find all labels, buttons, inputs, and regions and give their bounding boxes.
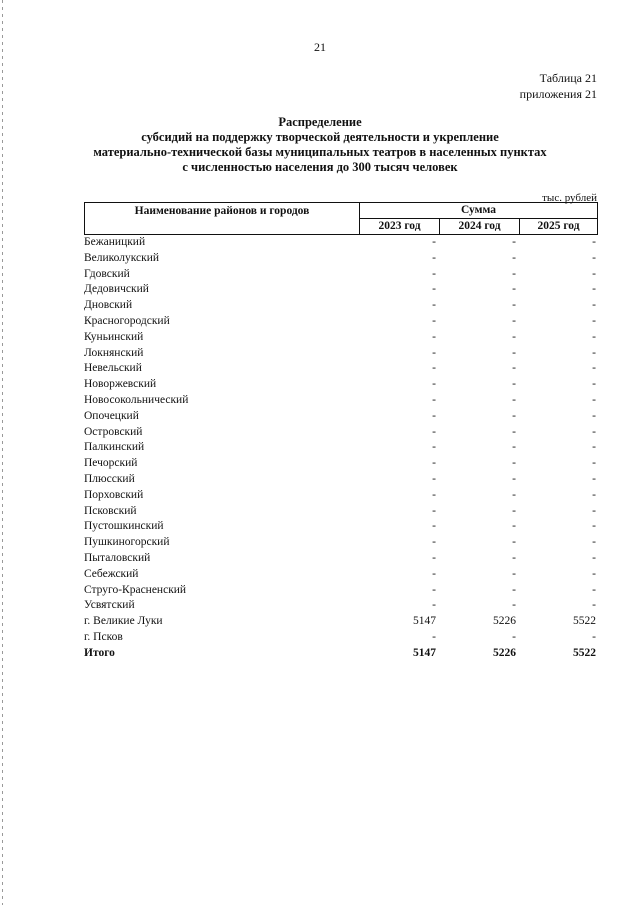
value-cell-2024: - (512, 551, 516, 564)
table-row (84, 282, 598, 298)
value-cell-2025: - (592, 378, 596, 391)
district-name: Новоржевский (84, 378, 157, 391)
district-name: Печорский (84, 457, 138, 470)
value-cell-2024: - (512, 630, 516, 643)
table-row (84, 519, 598, 535)
district-name: Островский (84, 425, 143, 438)
value-cell-2024: - (512, 409, 516, 422)
value-cell-2025: - (592, 362, 596, 375)
value-cell-2025: - (592, 393, 596, 406)
units-label: тыс. рублей (542, 192, 597, 204)
total-row (84, 646, 598, 662)
header-year-2025: 2025 год (537, 220, 580, 232)
header-name-column: Наименование районов и городов (85, 203, 360, 234)
value-cell-2025: - (592, 251, 596, 264)
table-row (84, 409, 598, 425)
value-cell-2025: - (592, 599, 596, 612)
value-cell-2025: - (592, 504, 596, 517)
value-cell-2023: - (432, 236, 436, 248)
table-row (84, 551, 598, 567)
value-cell-2023: - (432, 251, 436, 264)
table-row (84, 583, 598, 599)
value-cell-2023: - (432, 630, 436, 643)
value-cell-2023: - (432, 583, 436, 596)
value-cell-2025: - (592, 551, 596, 564)
value-cell-2023: - (432, 599, 436, 612)
value-cell-2025: 5522 (573, 646, 596, 659)
district-name: г. Великие Луки (84, 615, 163, 628)
district-name: Дновский (84, 299, 133, 312)
value-cell-2023: - (432, 504, 436, 517)
value-cell-2023: - (432, 441, 436, 454)
value-cell-2023: - (432, 551, 436, 564)
district-name: Палкинский (84, 441, 145, 454)
table-row (84, 314, 598, 330)
value-cell-2024: - (512, 520, 516, 533)
table-row (84, 630, 598, 646)
district-name: Великолукский (84, 251, 160, 264)
district-name: Красногородский (84, 314, 170, 327)
value-cell-2024: - (512, 567, 516, 580)
value-cell-2023: - (432, 393, 436, 406)
value-cell-2024: - (512, 314, 516, 327)
value-cell-2024: - (512, 441, 516, 454)
value-cell-2024: - (512, 283, 516, 296)
value-cell-2023: - (432, 536, 436, 549)
district-name: Опочецкий (84, 409, 139, 422)
district-name: Гдовский (84, 267, 130, 280)
table-row (84, 472, 598, 488)
value-cell-2025: - (592, 630, 596, 643)
value-cell-2023: - (432, 457, 436, 470)
value-cell-2023: - (432, 425, 436, 438)
value-cell-2025: - (592, 567, 596, 580)
table-row (84, 488, 598, 504)
table-row (84, 425, 598, 441)
total-label: Итого (84, 646, 115, 659)
value-cell-2024: - (512, 378, 516, 391)
title-line-2: субсидий на поддержку творческой деятельности и укрепление (141, 130, 499, 144)
value-cell-2025: - (592, 346, 596, 359)
district-name: Пустошкинский (84, 520, 164, 533)
table-row (84, 361, 598, 377)
table-body (84, 235, 598, 662)
table-row (84, 440, 598, 456)
value-cell-2024: - (512, 457, 516, 470)
title-line-3: материально-технической базы муниципальных театров в населенных пунктах (93, 145, 547, 159)
table-row (84, 456, 598, 472)
district-name: Пыталовский (84, 551, 151, 564)
header-sum-column: Сумма (360, 203, 597, 219)
value-cell-2024: - (512, 536, 516, 549)
district-name: Дедовичский (84, 283, 149, 296)
district-name: Псковский (84, 504, 137, 517)
value-cell-2024: - (512, 599, 516, 612)
value-cell-2025: - (592, 330, 596, 343)
value-cell-2024: - (512, 299, 516, 312)
value-cell-2024: - (512, 393, 516, 406)
district-name: Струго-Красненский (84, 583, 187, 596)
value-cell-2025: - (592, 299, 596, 312)
value-cell-2023: - (432, 346, 436, 359)
table-row (84, 298, 598, 314)
value-cell-2023: - (432, 299, 436, 312)
value-cell-2025: - (592, 472, 596, 485)
value-cell-2024: - (512, 346, 516, 359)
table-row (84, 235, 598, 251)
appendix-label: приложения 21 (519, 87, 597, 101)
district-name: Порховский (84, 488, 144, 501)
value-cell-2025: - (592, 236, 596, 248)
value-cell-2023: - (432, 520, 436, 533)
table-header (84, 202, 598, 235)
table-row (84, 535, 598, 551)
value-cell-2023: - (432, 378, 436, 391)
value-cell-2023: - (432, 567, 436, 580)
table-label: Таблица 21 (539, 71, 597, 85)
value-cell-2024: - (512, 472, 516, 485)
value-cell-2025: 5522 (573, 615, 596, 628)
value-cell-2023: - (432, 283, 436, 296)
value-cell-2023: - (432, 472, 436, 485)
value-cell-2024: - (512, 236, 516, 248)
district-name: Новосокольнический (84, 393, 189, 406)
table-row (84, 377, 598, 393)
value-cell-2024: - (512, 488, 516, 501)
value-cell-2025: - (592, 441, 596, 454)
title-line-4: с численностью населения до 300 тысяч человек (182, 160, 458, 174)
subsidy-table (84, 202, 598, 662)
table-row (84, 393, 598, 409)
value-cell-2025: - (592, 457, 596, 470)
value-cell-2023: 5147 (413, 646, 436, 659)
value-cell-2025: - (592, 536, 596, 549)
value-cell-2025: - (592, 425, 596, 438)
value-cell-2023: - (432, 409, 436, 422)
table-row (84, 251, 598, 267)
value-cell-2024: 5226 (493, 646, 516, 659)
table-row (84, 330, 598, 346)
table-row (84, 598, 598, 614)
header-year-2024: 2024 год (440, 219, 520, 234)
value-cell-2024: - (512, 504, 516, 517)
district-name: Бежаницкий (84, 236, 146, 248)
document-title (0, 115, 640, 175)
value-cell-2024: - (512, 362, 516, 375)
value-cell-2024: - (512, 583, 516, 596)
value-cell-2025: - (592, 520, 596, 533)
value-cell-2025: - (592, 283, 596, 296)
title-line-1: Распределение (278, 115, 362, 129)
value-cell-2025: - (592, 488, 596, 501)
value-cell-2025: - (592, 409, 596, 422)
table-reference (520, 70, 597, 102)
table-row (84, 346, 598, 362)
page-number: 21 (314, 40, 326, 54)
district-name: г. Псков (84, 630, 123, 643)
value-cell-2024: - (512, 330, 516, 343)
value-cell-2024: - (512, 251, 516, 264)
table-row (84, 267, 598, 283)
value-cell-2024: - (512, 425, 516, 438)
district-name: Плюсский (84, 472, 135, 485)
district-name: Локнянский (84, 346, 144, 359)
value-cell-2024: 5226 (493, 615, 516, 628)
value-cell-2023: 5147 (413, 615, 436, 628)
value-cell-2023: - (432, 267, 436, 280)
district-name: Невельский (84, 362, 142, 375)
value-cell-2025: - (592, 314, 596, 327)
value-cell-2025: - (592, 583, 596, 596)
table-row (84, 614, 598, 630)
district-name: Усвятский (84, 599, 135, 612)
value-cell-2023: - (432, 314, 436, 327)
district-name: Пушкиногорский (84, 536, 170, 549)
value-cell-2025: - (592, 267, 596, 280)
table-row (84, 567, 598, 583)
value-cell-2024: - (512, 267, 516, 280)
value-cell-2023: - (432, 488, 436, 501)
value-cell-2023: - (432, 330, 436, 343)
district-name: Куньинский (84, 330, 144, 343)
value-cell-2023: - (432, 362, 436, 375)
table-row (84, 504, 598, 520)
header-year-2023: 2023 год (360, 219, 440, 234)
district-name: Себежский (84, 567, 139, 580)
